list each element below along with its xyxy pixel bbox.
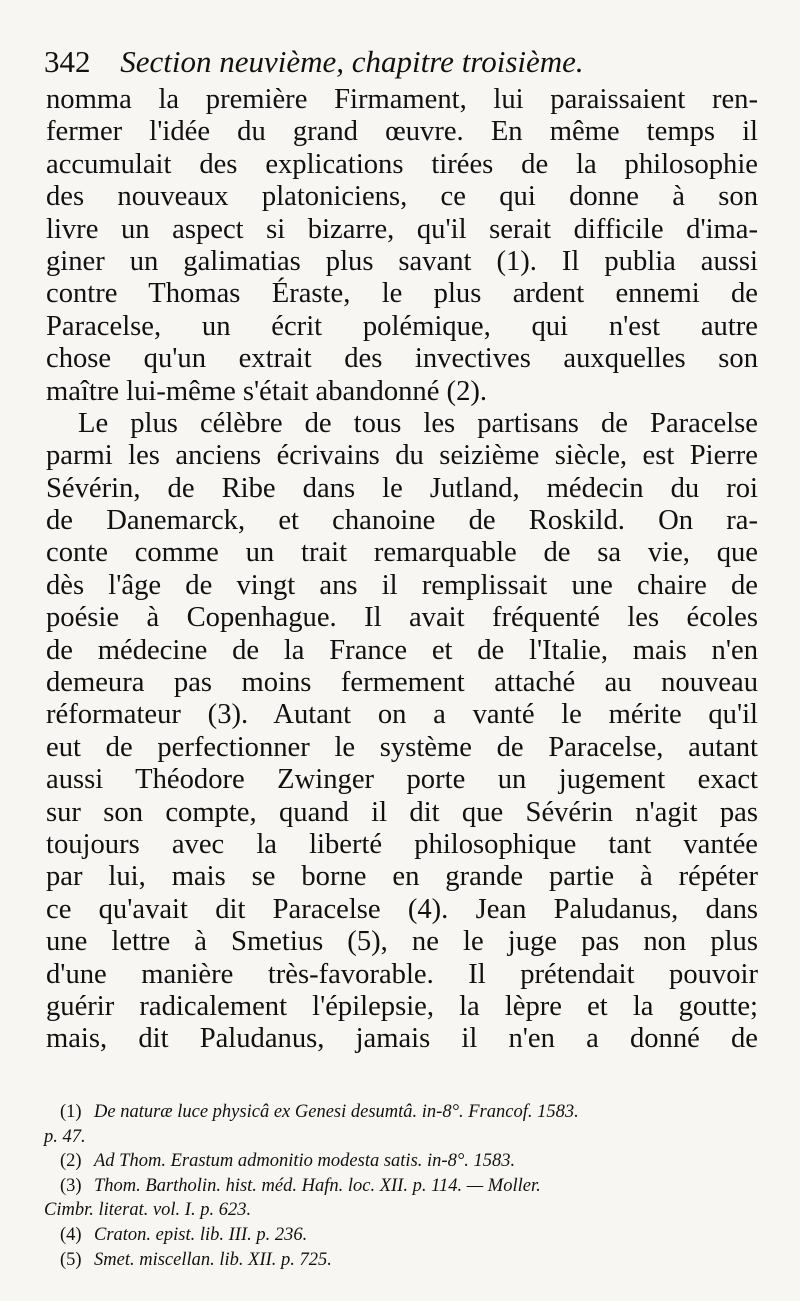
footnote-2 — [60, 1149, 770, 1174]
footnote-text: De naturæ luce physicâ ex Genesi desumtâ. in-8°. Francof. 1583. — [94, 1102, 579, 1122]
text-line: nomma la première Firmament, lui paraissaient ren- — [46, 84, 758, 115]
text-line: demeura pas moins fermement attaché au nouveau — [46, 667, 758, 699]
text-line: chose qu'un extrait des invectives auxquelles son — [46, 343, 758, 375]
footnote-text: p. 47. — [44, 1126, 86, 1147]
text-line: giner un galimatias plus savant (1). Il publia aussi — [46, 245, 758, 277]
text-line: toujours avec la liberté philosophique tant vantée — [46, 828, 758, 860]
footnote-text: Craton. epist. lib. III. p. 236. — [94, 1224, 308, 1245]
footnote-3 — [60, 1174, 770, 1199]
text-line: sur son compte, quand il dit que Sévérin n'agit pas — [46, 796, 758, 828]
text-line: mais, dit Paludanus, jamais il n'en a donné de — [46, 1023, 758, 1055]
text-line: conte comme un trait remarquable de sa vie, que — [46, 537, 758, 569]
footnote-1-continued — [44, 1125, 770, 1150]
page-number: 342 — [44, 44, 91, 79]
footnote-text: Ad Thom. Erastum admonitio modesta satis. in-8°. 1583. — [94, 1151, 516, 1172]
text-line: accumulait des explications tirées de la philosophie — [46, 148, 758, 180]
footnote-5 — [60, 1248, 770, 1273]
text-line: maître lui-même s'était abandonné (2). — [46, 375, 488, 407]
footnote-1 — [60, 1100, 770, 1125]
text-line: poésie à Copenhague. Il avait fréquenté les écoles — [46, 602, 758, 634]
text-line: parmi les anciens écrivains du seizième siècle, est Pierre — [46, 440, 758, 472]
text-line: des nouveaux platoniciens, ce qui donne à son — [46, 181, 758, 213]
page-header — [44, 40, 764, 84]
text-line: ce qu'avait dit Paracelse (4). Jean Paludanus, dans — [46, 893, 758, 925]
text-line: une lettre à Smetius (5), ne le juge pas non plus — [46, 926, 758, 958]
text-line: dès l'âge de vingt ans il remplissait une chaire de — [46, 569, 758, 601]
text-line: Paracelse, un écrit polémique, qui n'est autre — [46, 310, 758, 342]
text-line: fermer l'idée du grand œuvre. En même temps il — [46, 116, 758, 148]
text-line: de médecine de la France et de l'Italie, mais n'en — [46, 634, 758, 666]
text-line: réformateur (3). Autant on a vanté le mérite qu'il — [46, 699, 758, 731]
text-line: aussi Théodore Zwinger porte un jugement exact — [46, 764, 758, 796]
footnote-text: Cimbr. literat. vol. I. p. 623. — [44, 1200, 252, 1221]
footnote-text: Thom. Bartholin. hist. méd. Hafn. loc. XII. p. 114. — Moller. — [94, 1175, 541, 1196]
text-line: eut de perfectionner le système de Paracelse, autant — [46, 731, 758, 763]
footnote-3-continued — [44, 1198, 770, 1223]
text-line: de Danemarck, et chanoine de Roskild. On ra- — [46, 505, 758, 537]
text-line: Le plus célèbre de tous les partisans de Paracelse — [78, 407, 758, 439]
text-line: contre Thomas Éraste, le plus ardent ennemi de — [46, 278, 758, 310]
footnote-number: (4) — [60, 1224, 82, 1245]
text-line: d'une manière très-favorable. Il prétendait pouvoir — [46, 958, 758, 990]
footnote-number: (3) — [60, 1175, 82, 1196]
footnote-4 — [60, 1223, 770, 1248]
footnote-number: (1) — [60, 1102, 82, 1122]
footnote-text: Smet. miscellan. lib. XII. p. 725. — [94, 1249, 332, 1270]
running-head: Section neuvième, chapitre troisième. — [120, 44, 584, 79]
text-line: par lui, mais se borne en grande partie à répéter — [46, 861, 758, 893]
text-line: Sévérin, de Ribe dans le Jutland, médecin du roi — [46, 472, 758, 504]
footnotes — [44, 1100, 770, 1272]
text-line: guérir radicalement l'épilepsie, la lèpre et la goutte; — [46, 990, 758, 1022]
footnote-number: (2) — [60, 1151, 82, 1172]
body-text — [46, 84, 758, 1056]
text-line: livre un aspect si bizarre, qu'il serait difficile d'ima- — [46, 213, 758, 245]
footnote-number: (5) — [60, 1249, 82, 1270]
